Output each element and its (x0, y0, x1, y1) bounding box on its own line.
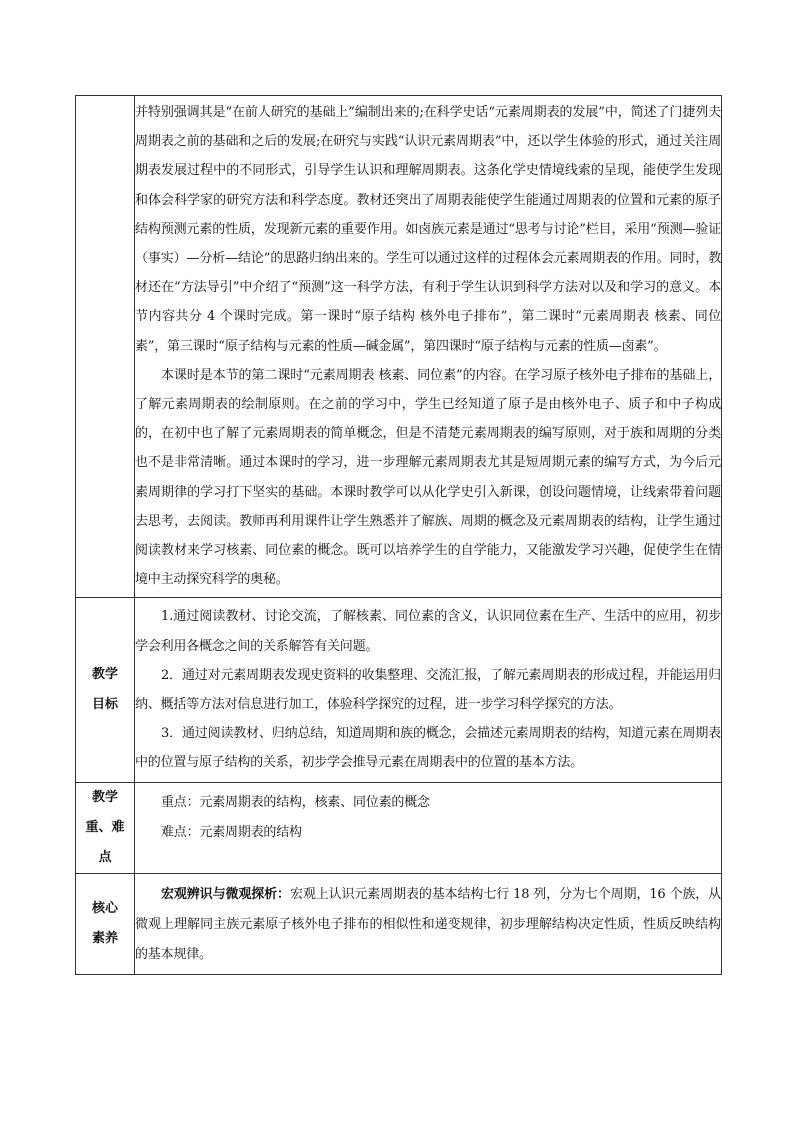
intro-paragraph-2: 本课时是本节的第二课时“元素周期表 核素、同位素”的内容。在学习原子核外电子排布的基础上，了解元素周期表的绘制原则。在之前的学习中，学生已经知道了原子是由核外电子、质子和中子构成的，在初中也了解了元素周期表的简单概念，但是不清楚元素周期表的编写原则，对于族和周期的分类也不是非常清晰。通过本课时的学习，进一步理解元素周期表尤其是短周期元素的编写方式，为今后元素周期律的学习打下坚实的基础。本课时教学可以从化学史引入新课，创设问题情境，让线索带着问题去思考，去阅读。教师再利用课件让学生熟悉并了解族、周期的概念及元素周期表的结构，让学生通过阅读教材来学习核素、同位素的概念。既可以培养学生的自学能力，又能激发学习兴趣，促使学生在情境中主动探究科学的奥秘。 (135, 367, 721, 588)
core-literacy-body: 宏观上认识元素周期表的基本结构七行 18 列，分为七个周期，16 个族，从微观上理解同主族元素原子核外电子排布的相似性和递变规律，初步理解结构决定性质，性质反映结构的基本规律。 (135, 886, 721, 962)
intro-content-cell (135, 96, 722, 598)
key-difficult-label (76, 782, 135, 873)
teaching-goals-label (76, 598, 135, 782)
goals-label-line1: 教学 (91, 667, 118, 683)
difficult-point-text: 难点：元素周期表的结构 (161, 824, 302, 840)
core-label-line2: 素养 (91, 930, 118, 946)
core-label-line1: 核心 (91, 900, 118, 916)
core-literacy-row (76, 873, 722, 974)
focus-label-line1: 教学 (91, 789, 118, 805)
intro-label-cell (76, 96, 135, 598)
intro-row (76, 96, 722, 598)
core-literacy-text (135, 880, 721, 970)
key-difficult-points-row (76, 782, 722, 873)
focus-label-line2: 重、难 (85, 819, 125, 835)
focus-label-line3: 点 (98, 849, 112, 865)
goals-label-line2: 目标 (91, 697, 118, 713)
core-literacy-content (135, 873, 722, 974)
key-point-text: 重点：元素周期表的结构，核素、同位素的概念 (161, 794, 430, 810)
goal-item-2: 2．通过对元素周期表发现史资料的收集整理、交流汇报，了解元素周期表的形成过程，并能运用归纳、概括等方法对信息进行加工，体验科学探究的过程，进一步学习科学探究的方法。 (135, 667, 721, 713)
teaching-goals-content (135, 598, 722, 782)
core-literacy-label (76, 873, 135, 974)
intro-paragraph-1: 并特别强调其是“在前人研究的基础上”编制出来的;在科学史话“元素周期表的发展”中，简述了门捷列夫周期表之前的基础和之后的发展;在研究与实践“认识元素周期表”中，还以学生体验的形式，通过关注周期表发展过程中的不同形式，引导学生认识和理解周期表。这条化学史情境线索的呈现，能使学生发现和体会科学家的研究方法和科学态度。教材还突出了周期表能使学生能通过周期表的位置和元素的原子结构预测元素的性质，发现新元素的重要作用。如卤族元素是通过“思考与讨论”栏目，采用“预测—验证（事实）—分析—结论”的思路归纳出来的。学生可以通过这样的过程体会元素周期表的作用。同时，教材还在“方法导引”中介绍了“预测”这一科学方法，有利于学生认识到科学方法对以及和学习的意义。本节内容共分 4 个课时完成。第一课时“原子结构 核外电子排布”，第二课时“元素周期表 核素、同位素”，第三课时“原子结构与元素的性质—碱金属”，第四课时“原子结构与元素的性质—卤素”。 (135, 105, 721, 354)
key-difficult-content (135, 782, 722, 873)
goal-item-3: 3．通过阅读教材、归纳总结，知道周期和族的概念，会描述元素周期表的结构，知道元素在周期表中的位置与原子结构的关系，初步学会推导元素在周期表中的位置的基本方法。 (135, 726, 721, 771)
lesson-plan-table (75, 95, 722, 975)
teaching-goals-row (76, 598, 722, 782)
goal-item-1: 1.通过阅读教材、讨论交流，了解核素、同位素的含义，认识同位素在生产、生活中的应用，初步学会利用各概念之间的关系解答有关问题。 (135, 609, 721, 654)
core-literacy-heading: 宏观辨识与微观探析： (161, 886, 290, 902)
